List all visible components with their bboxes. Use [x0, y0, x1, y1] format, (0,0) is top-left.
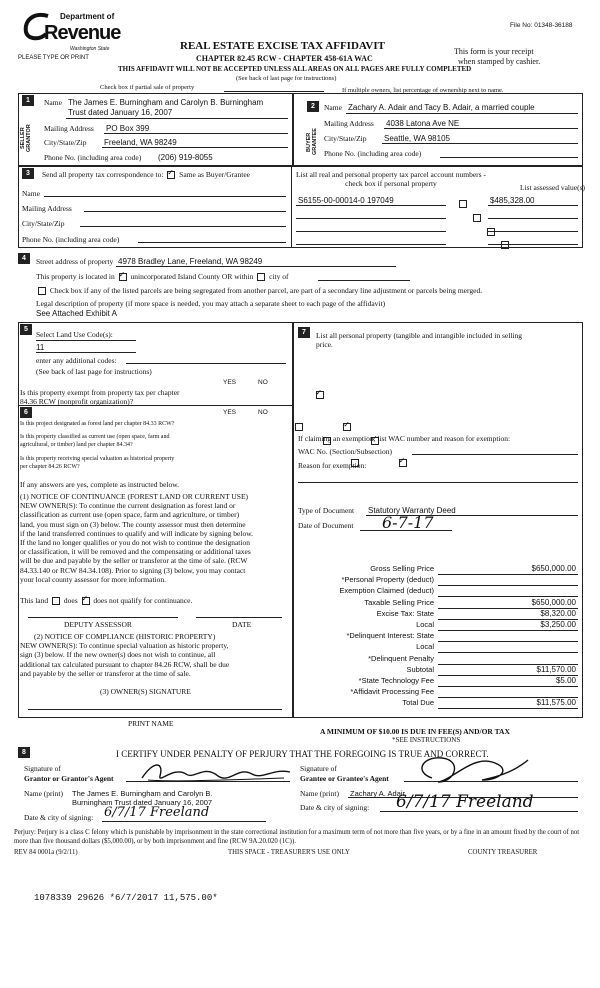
doc-type-label: Type of Document — [298, 506, 355, 515]
buyer-mailing[interactable]: 4038 Latona Ave NE — [386, 119, 460, 128]
grantee-sig-of: Signature of — [300, 764, 337, 773]
buyer-city-label: City/State/Zip — [324, 134, 367, 143]
notice2-line: sign (3) below. If the new owner(s) does not wish to continue, all — [20, 650, 216, 660]
buyer-name-label: Name — [324, 103, 342, 112]
send-correspondence — [42, 170, 250, 179]
current-use-question-2: agricultural, or timber) land per chapter 84.34? — [20, 442, 133, 448]
seller-mailing-label: Mailing Address — [44, 124, 94, 133]
parcel-header: List all real and personal property tax parcel account numbers - check box if personal property — [296, 170, 486, 188]
partial-sale — [100, 84, 194, 91]
send-label: Send all property tax correspondence to: — [42, 170, 164, 179]
notice2-line: additional tax calculated pursuant to chapter 84.26 RCW, shall be due — [20, 659, 230, 669]
parcel-3-underline — [296, 231, 446, 232]
buyer-name[interactable]: Zachary A. Adair and Tacy B. Adair, a married couple — [348, 103, 535, 112]
form-warning: THIS AFFIDAVIT WILL NOT BE ACCEPTED UNLESS ALL AREAS ON ALL PAGES ARE FULLY COMPLETED — [118, 65, 472, 73]
buyer-mailing-label: Mailing Address — [324, 119, 374, 128]
owner-signature-label: (3) OWNER(S) SIGNATURE — [100, 687, 191, 696]
tax-label: *State Technology Fee — [358, 676, 434, 685]
section-6-badge: 6 — [20, 407, 32, 418]
corr-city-label: City/State/Zip — [22, 219, 65, 228]
assessed-3-underline — [488, 231, 578, 232]
if-yes-note: If any answers are yes, complete as instructed below. — [20, 480, 180, 489]
notice1-line: classification as current use (open space, farm and agriculture, or timber) — [20, 510, 240, 520]
wac-underline — [412, 454, 578, 455]
reason-label: Reason for exemption: — [298, 461, 367, 470]
forest-no-checkbox[interactable] — [343, 423, 351, 431]
tax-row — [296, 698, 582, 709]
deputy-date-label: DATE — [232, 620, 252, 629]
grantee-date-city[interactable]: 6/7/17 Freeland — [396, 792, 534, 812]
this-land-label: This land — [20, 596, 49, 605]
located-a: This property is located in — [36, 272, 115, 281]
grantee-name-label: Name (print) — [300, 789, 339, 798]
s5-yes-header: YES — [223, 379, 237, 386]
tax-row — [296, 575, 582, 586]
seller-city[interactable]: Freeland, WA 98249 — [104, 138, 177, 147]
tax-label: Excise Tax: State — [376, 608, 434, 618]
grantor-agent-label: Grantor or Grantor's Agent — [24, 774, 114, 783]
wac-label: WAC No. (Section/Subsection) — [298, 447, 392, 456]
notice1-line: or classification, it will be removed and the compensating or additional taxes — [20, 547, 251, 557]
logo-line3: Washington State — [70, 46, 110, 52]
same-as-buyer-checkbox[interactable] — [167, 171, 175, 179]
deputy-underline — [28, 617, 178, 618]
assessed-header: List assessed value(s) — [520, 183, 585, 192]
tax-row — [296, 631, 582, 642]
tax-label: Exemption Claimed (deduct) — [339, 586, 434, 596]
corr-name-underline — [44, 196, 286, 197]
seller-mailing[interactable]: PO Box 399 — [106, 124, 150, 133]
located-b: unincorporated Island County OR within — [130, 272, 254, 281]
county-treasurer: COUNTY TREASURER — [468, 849, 538, 856]
section-1-badge: 1 — [22, 95, 34, 106]
section-2-badge: 2 — [307, 101, 319, 112]
personal-property-1: List all personal property (tangible and intangible included in selling — [316, 331, 522, 340]
doc-date-label: Date of Document — [298, 521, 354, 530]
tax-label: Total Due — [402, 698, 434, 708]
tax-label: Local — [416, 642, 434, 652]
tax-row — [296, 586, 582, 597]
grantor-date-city[interactable]: 6/7/17 Freeland — [104, 805, 210, 820]
buyer-name-underline — [346, 113, 578, 114]
section-8-badge: 8 — [18, 747, 30, 758]
parcel-4-personal-checkbox[interactable] — [501, 241, 509, 249]
assessed-1-underline — [488, 205, 578, 206]
grantee-date-underline — [380, 811, 578, 812]
buyer-phone-label: Phone No. (including area code) — [324, 149, 422, 158]
does-not-label: does not — [93, 596, 119, 605]
tax-label: *Delinquent Penalty — [368, 653, 434, 663]
this-land-line — [20, 596, 192, 605]
city-of-underline — [318, 280, 410, 281]
tax-label: *Personal Property (deduct) — [341, 575, 434, 585]
notice1-line: land, you must sign on (3) below. The county assessor must then determine — [20, 519, 246, 529]
tax-value[interactable]: $11,570.00 — [536, 664, 576, 674]
seller-name-line2[interactable]: Trust dated January 16, 2007 — [68, 108, 173, 117]
tax-row — [296, 620, 582, 631]
seller-name-line1[interactable]: The James E. Burningham and Carolyn B. Burningham — [68, 98, 264, 107]
multiple-owners-note: If multiple owners, list percentage of ownership next to name. — [342, 87, 504, 94]
tax-label: Gross Selling Price — [370, 564, 434, 573]
seller-phone-label: Phone No. (including area code) — [44, 153, 142, 162]
parcel-1-underline — [296, 205, 446, 206]
land-use-see-back: (See back of last page for instructions) — [36, 367, 152, 376]
qualify-label: qualify for continuance. — [120, 596, 193, 605]
parcel-1-personal-checkbox[interactable] — [459, 200, 467, 208]
exempt-question-1: Is this property exempt from property tax per chapter — [20, 388, 180, 397]
buyer-mailing-underline — [384, 128, 578, 129]
owner-signature-underline — [28, 709, 282, 710]
buyer-city-underline — [382, 143, 578, 144]
seller-city-underline — [102, 147, 288, 148]
seller-side-label: SELLER GRANTOR — [20, 124, 32, 152]
minimum-due: A MINIMUM OF $10.00 IS DUE IN FEE(S) AND/OR TAX — [320, 727, 510, 736]
deputy-assessor-label: DEPUTY ASSESSOR — [64, 620, 132, 629]
street-address[interactable]: 4978 Bradley Lane, Freeland, WA 98249 — [118, 257, 263, 266]
please-type: PLEASE TYPE OR PRINT — [18, 55, 89, 61]
tax-value[interactable]: $11,575.00 — [536, 698, 576, 708]
section-3-badge: 3 — [22, 168, 34, 179]
dor-logo — [18, 8, 128, 56]
doc-date[interactable]: 6-7-17 — [382, 513, 434, 532]
street-label: Street address of property — [36, 257, 114, 266]
tax-row — [296, 564, 582, 575]
exemption-claim: If claiming an exemption, list WAC number and reason for exemption: — [298, 434, 511, 443]
receipt-line2: when stamped by cashier. — [458, 57, 541, 66]
tax-value[interactable]: $8,320.00 — [540, 608, 576, 618]
tax-value-underline — [438, 708, 578, 709]
tax-value[interactable]: $5.00 — [555, 676, 576, 685]
segregated-line — [36, 286, 482, 295]
tax-value[interactable]: $650,000.00 — [531, 564, 576, 573]
receipt-line1: This form is your receipt — [454, 47, 534, 56]
s5-bottom-rule — [18, 405, 293, 406]
treasurer-space: THIS SPACE - TREASURER'S USE ONLY — [228, 849, 350, 856]
treasurer-stamp: 1078339 29626 *6/7/2017 11,575.00* — [34, 893, 218, 903]
form-chapter: CHAPTER 82.45 RCW - CHAPTER 458-61A WAC — [196, 54, 373, 63]
logo-word: Revenue — [44, 22, 121, 44]
tax-label: *Affidavit Processing Fee — [350, 687, 434, 697]
section-3-divider — [291, 166, 292, 248]
grantor-signature-scribble-icon — [134, 758, 294, 786]
tax-label: Local — [416, 620, 434, 629]
tax-row — [296, 676, 582, 687]
exempt-no-checkbox[interactable] — [316, 391, 324, 399]
notice1-line: if the land transferred continues to qualify and will indicate by signing below. — [20, 528, 253, 538]
historical-no-checkbox[interactable] — [399, 459, 407, 467]
seller-name-underline — [66, 118, 288, 119]
unincorporated-checkbox[interactable] — [119, 273, 127, 281]
see-back-instructions: (See back of last page for instructions) — [236, 75, 337, 82]
reason-underline-1 — [298, 482, 578, 483]
additional-codes-label: enter any additional codes: — [36, 356, 117, 365]
seller-city-label: City/State/Zip — [44, 138, 87, 147]
parcel-1[interactable]: S6155-00-00014-0 197049 — [298, 196, 394, 205]
notice-continuance — [20, 492, 290, 584]
form-title: REAL ESTATE EXCISE TAX AFFIDAVIT — [180, 40, 385, 52]
grantor-signature[interactable] — [134, 758, 294, 784]
buyer-side-label: BUYER GRANTEE — [306, 128, 318, 156]
grantee-date-city-label: Date & city of signing: — [300, 803, 370, 812]
grantor-date-city-label: Date & city of signing: — [24, 813, 94, 822]
rev-number: REV 84 0001a (9/2/11) — [14, 849, 78, 856]
seller-mailing-underline — [104, 133, 288, 134]
tax-value[interactable]: $3,250.00 — [540, 620, 576, 629]
print-name-label: PRINT NAME — [128, 719, 174, 728]
notice-compliance — [20, 632, 290, 678]
file-no: File No: 01348-36188 — [510, 22, 573, 29]
assessed-2-underline — [488, 218, 578, 219]
parcel-3-personal-checkbox[interactable] — [487, 228, 495, 236]
section-7-badge: 7 — [298, 327, 310, 338]
notice1-line: 84.33.140 or RCW 84.34.108). Prior to signing (3) below, you may contact — [20, 565, 246, 575]
tax-label: Taxable Selling Price — [364, 597, 434, 607]
tax-row — [296, 687, 582, 698]
additional-codes-underline — [126, 363, 286, 364]
deputy-date-underline — [196, 617, 282, 618]
land-use-code[interactable]: 11 — [36, 343, 45, 352]
located-line — [36, 272, 289, 281]
land-does-checkbox[interactable] — [52, 597, 60, 605]
tax-label: *Delinquent Interest: State — [346, 631, 434, 641]
doc-date-underline — [360, 530, 452, 531]
tax-row — [296, 598, 582, 609]
parcel-2-underline — [296, 218, 446, 219]
street-underline — [116, 266, 396, 267]
notice1-line: (1) NOTICE OF CONTINUANCE (FOREST LAND OR CURRENT USE) — [20, 492, 249, 501]
corr-phone-label: Phone No. (including area code) — [22, 235, 120, 244]
historical-question-2: per chapter 84.26 RCW? — [20, 464, 80, 470]
historical-question-1: Is this property receiving special valuation as historical property — [20, 456, 175, 462]
partial-sale-line — [224, 91, 324, 92]
s6-no-header: NO — [258, 409, 268, 416]
certify-statement: I CERTIFY UNDER PENALTY OF PERJURY THAT THE FOREGOING IS TRUE AND CORRECT. — [116, 749, 489, 759]
same-as-label: Same as Buyer/Grantee — [179, 170, 250, 179]
notice2-line: NEW OWNER(S): To continue special valuation as historic property, — [20, 641, 229, 651]
notice1-line: will be due and payable by the seller or transferor at the time of sale. (RCW — [20, 556, 248, 566]
seller-name-label: Name — [44, 98, 62, 107]
grantee-signature[interactable] — [412, 752, 532, 784]
notice1-line: your local county assessor for more information. — [20, 574, 167, 584]
perjury-notice: Perjury: Perjury is a class C felony which is punishable by imprisonment in the state correctional institution for a maximum term of not more than five years, or by a fine in an amount fixed by the court of not more than five thousand dollars ($5,000.00), or by both imprisonment and fine (RCW 9A.20.020 (1C)). — [14, 829, 580, 845]
grantor-date-underline — [102, 821, 266, 822]
legal-description[interactable]: See Attached Exhibit A — [36, 309, 117, 318]
assessed-4-underline — [488, 244, 578, 245]
forest-question: Is this project designated as forest land per chapter 84.33 RCW? — [20, 421, 175, 427]
personal-property-2: price. — [316, 340, 333, 349]
tax-row — [296, 642, 582, 653]
tax-label: Subtotal — [406, 664, 434, 674]
parcel-2-personal-checkbox[interactable] — [473, 214, 481, 222]
legal-label: Legal description of property (if more space is needed, you may attach a separate sheet to each page of the affidavit) — [36, 299, 386, 308]
does-label: does — [63, 596, 78, 605]
grantor-sig-of: Signature of — [24, 764, 61, 773]
grantee-signature-scribble-icon — [412, 752, 532, 786]
land-use-underline-1 — [36, 340, 136, 341]
see-instructions: *SEE INSTRUCTIONS — [392, 736, 461, 744]
forest-yes-checkbox[interactable] — [295, 423, 303, 431]
buyer-phone-underline — [440, 157, 578, 158]
tax-row — [296, 665, 582, 676]
grantor-name-label: Name (print) — [24, 789, 63, 798]
parcel-4-underline — [296, 244, 446, 245]
tax-row — [296, 609, 582, 620]
s6-yes-header: YES — [223, 409, 237, 416]
segregated-checkbox[interactable] — [38, 287, 46, 295]
tax-row — [296, 654, 582, 665]
corr-mailing-underline — [84, 211, 286, 212]
logo-line1: Department of — [60, 12, 115, 21]
land-use-label: Select Land Use Code(s): — [36, 330, 113, 339]
buyer-city[interactable]: Seattle, WA 98105 — [384, 134, 450, 143]
corr-city-underline — [80, 226, 286, 227]
grantee-agent-label: Grantee or Grantee's Agent — [300, 774, 389, 783]
s5-no-header: NO — [258, 379, 268, 386]
assessed-1[interactable]: $485,328.00 — [490, 196, 535, 205]
corr-phone-underline — [138, 242, 286, 243]
current-use-question-1: Is this property classified as current use (open space, farm and — [20, 434, 170, 440]
notice1-line: If the land no longer qualifies or you do not wish to continue the designation — [20, 538, 250, 548]
exempt-question-2: 84.36 RCW (nonprofit organization)? — [20, 397, 134, 406]
seller-phone[interactable]: (206) 919-8055 — [158, 153, 213, 162]
grantor-name-print-1[interactable]: The James E. Burningham and Carolyn B. — [72, 789, 213, 798]
corr-name-label: Name — [22, 189, 40, 198]
notice1-line: NEW OWNER(S): To continue the current designation as forest land or — [20, 501, 236, 511]
tax-value[interactable]: $650,000.00 — [531, 597, 576, 607]
notice2-line: (2) NOTICE OF COMPLIANCE (HISTORIC PROPERTY) — [34, 632, 216, 641]
corr-mailing-label: Mailing Address — [22, 204, 72, 213]
grantor-name-print-2[interactable]: Burningham Trust dated January 16, 2007 — [72, 798, 213, 807]
doc-type[interactable]: Statutory Warranty Deed — [368, 506, 456, 515]
section-4-badge: 4 — [18, 253, 30, 264]
located-c: city of — [269, 272, 289, 281]
city-checkbox[interactable] — [257, 273, 265, 281]
grantee-name-print[interactable]: Zachary A. Adair — [350, 789, 406, 798]
segregated-text: Check box if any of the listed parcels are being segregated from another parcel, are part of a secondary line adjustment or parcels being merged. — [49, 286, 483, 295]
partial-sale-label: Check box if partial sale of property — [100, 84, 195, 91]
land-does-not-checkbox[interactable] — [82, 597, 90, 605]
notice2-line: and payable by the seller or transferor at the time of sale. — [20, 668, 191, 678]
section-5-badge: 5 — [20, 324, 32, 335]
land-use-underline-2 — [36, 352, 136, 353]
